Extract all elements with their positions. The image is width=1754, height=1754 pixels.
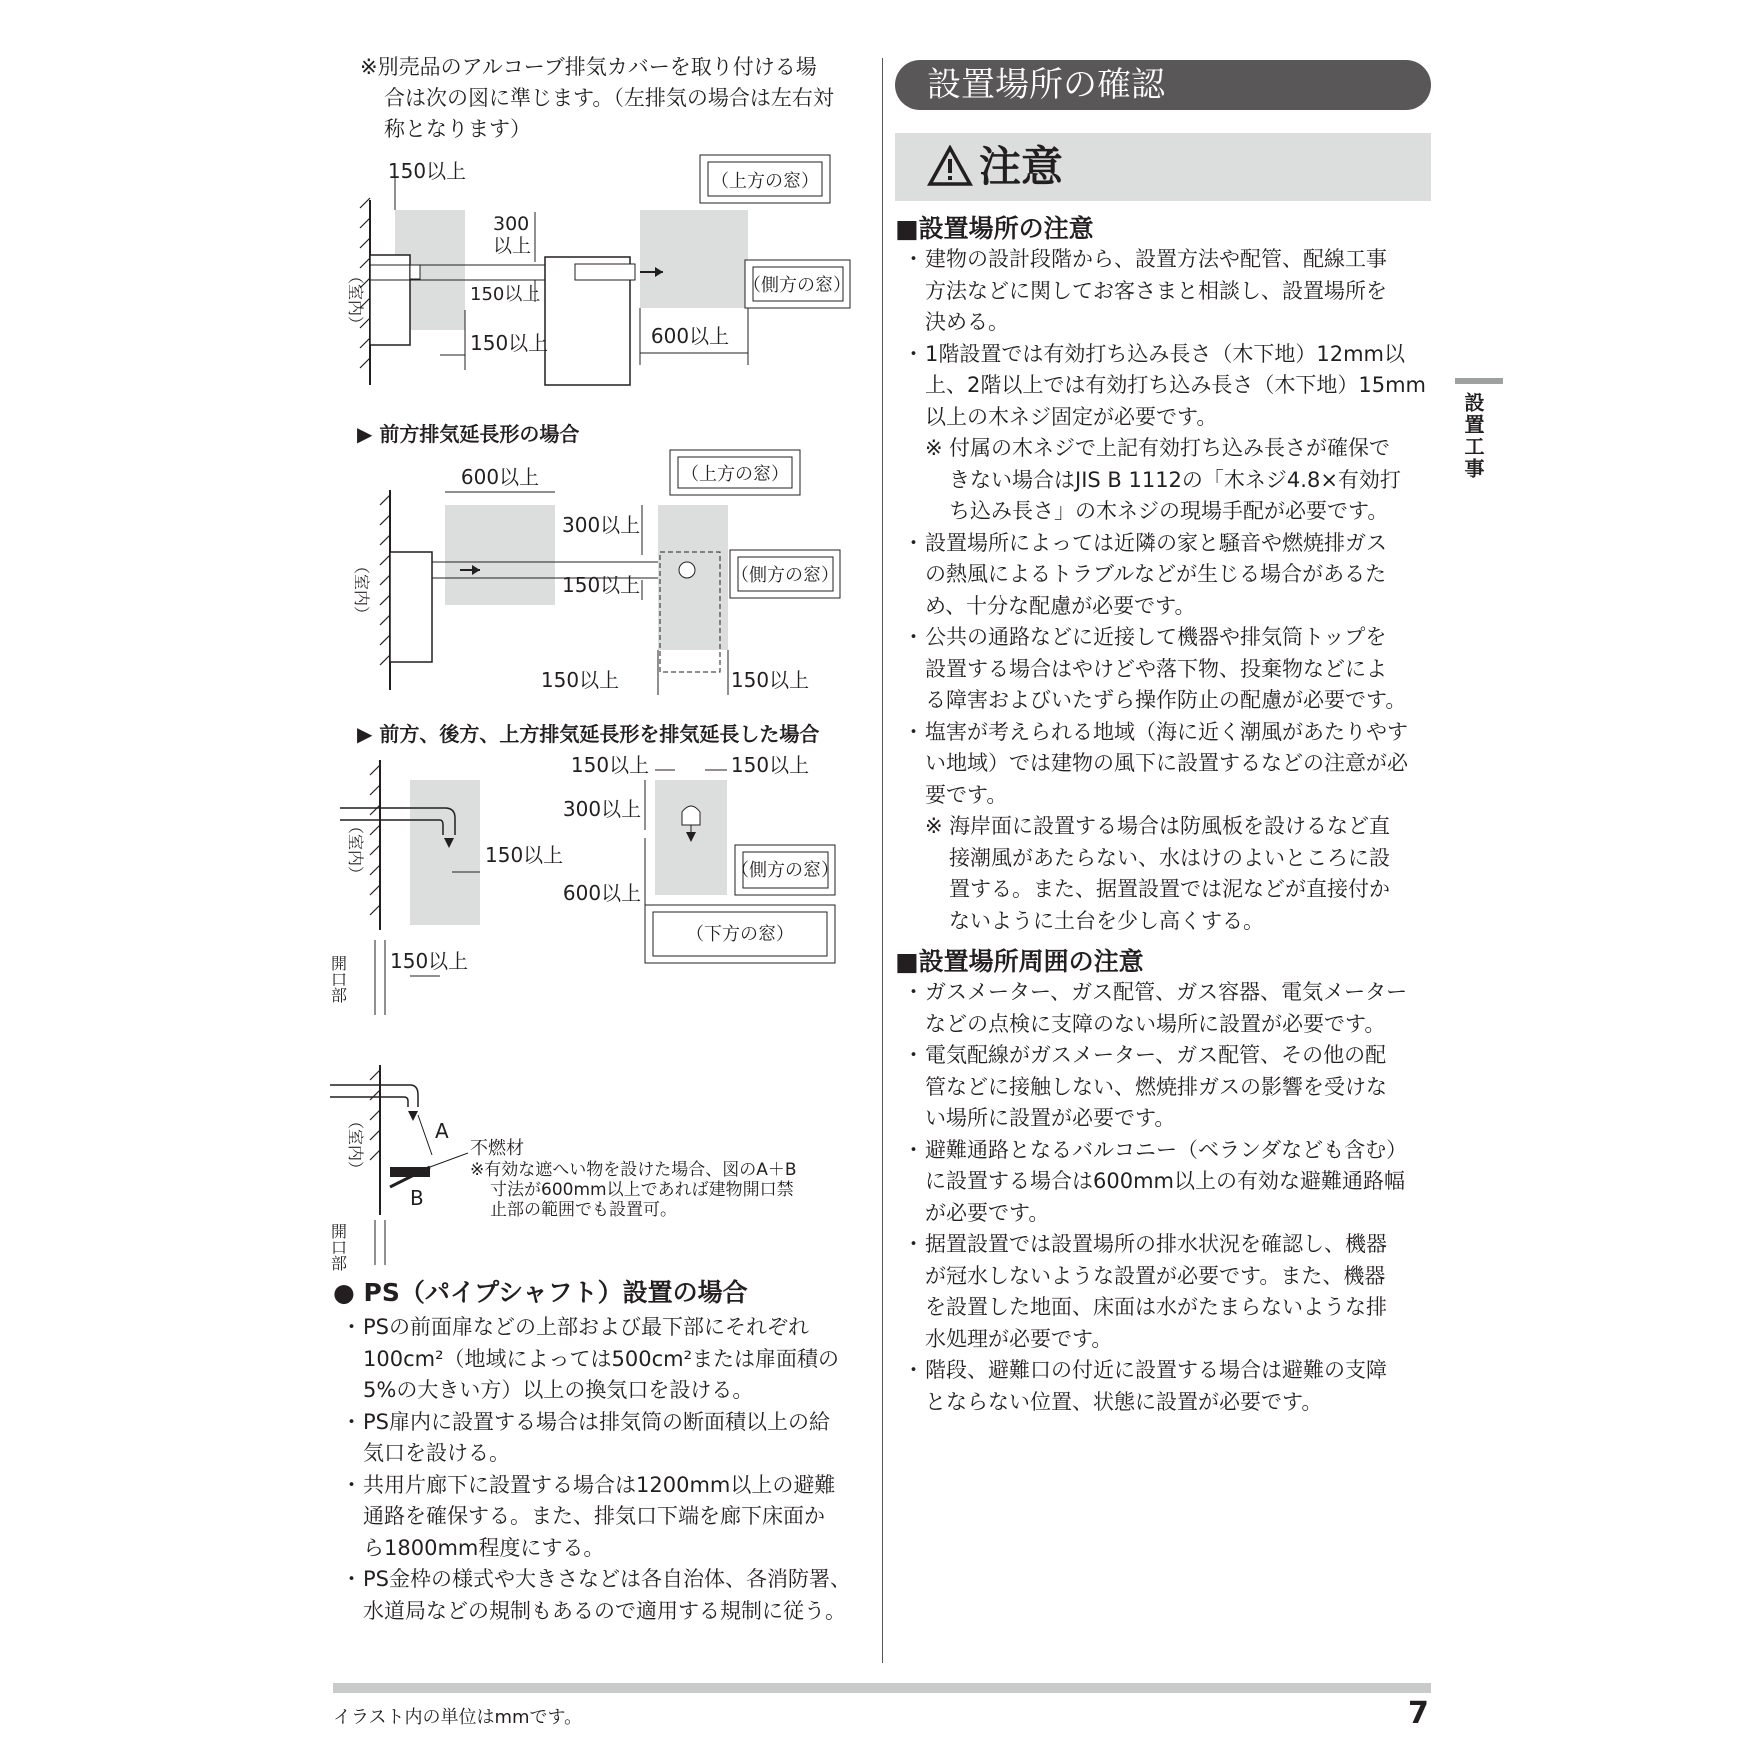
list-item (895, 717, 1435, 812)
list-item-line: を設置した地面、床面は水がたまらないような排 (925, 1295, 1387, 1319)
list-item-line: 決める。 (925, 310, 1009, 334)
list-item-line: 要です。 (925, 782, 1008, 807)
intro-note (360, 52, 870, 145)
bullet-mark: ・ (903, 1358, 924, 1382)
side-tab-label: 設置工事 (1461, 392, 1485, 480)
list-subnote-line: ち込み長さ」の木ネジの現場手配が必要です。 (949, 499, 1389, 523)
list-item-line: PSの前面扉などの上部および最下部にそれぞれ (363, 1315, 809, 1339)
intro-line: ※別売品のアルコーブ排気カバーを取り付ける場 (360, 55, 817, 79)
list-item-line: などの点検に支障のない場所に設置が必要です。 (925, 1011, 1386, 1036)
list-item-line: 方法などに関してお客さまと相談し、設置場所を (925, 278, 1387, 303)
list-item (895, 528, 1435, 623)
list-item-line: 通路を確保する。また、排気口下端を廊下床面か (363, 1504, 825, 1528)
list-item-line: 水処理が必要です。 (925, 1326, 1113, 1351)
list-item-line: が冠水しないような設置が必要です。また、機器 (925, 1263, 1386, 1288)
dimension-label: 150以上 (570, 753, 650, 777)
list-subnote-line: 海岸面に設置する場合は防風板を設けるなど直 (949, 814, 1390, 838)
bullet-mark: ・ (903, 1137, 924, 1162)
dimension-label: 150以上 (387, 159, 467, 183)
dimension-label: 150以上 (730, 753, 810, 777)
bullet-mark: ・ (903, 1232, 924, 1256)
intro-line: 合は次の図に準じます。（左排気の場合は左右対 (384, 86, 834, 110)
list-item (895, 339, 1435, 434)
window-label: （側方の窓） (731, 565, 839, 586)
footer-bar (333, 1683, 1431, 1693)
figure-caption: ▶ 前方排気延長形の場合 (357, 422, 580, 446)
list-item-line: 1階設置では有効打ち込み長さ（木下地）12mm以 (925, 341, 1405, 366)
shield-note: 寸法が600mm以上であれば建物開口禁 (490, 1180, 794, 1200)
ps-list (333, 1312, 873, 1627)
window-label: （側方の窓） (743, 275, 851, 296)
list-item-line: 気口を設ける。 (363, 1441, 510, 1465)
figure-caption: ▶ 前方、後方、上方排気延長形を排気延長した場合 (357, 722, 820, 746)
list-item-line: とならない位置、状態に設置が必要です。 (925, 1389, 1323, 1414)
opening-label: 開口部 (328, 955, 348, 1003)
dimension-label: 150以上 (470, 331, 549, 355)
dimension-label: 以上 (493, 235, 532, 257)
list-item-line: 設置する場合はやけどや落下物、投棄物などによ (925, 656, 1387, 681)
list-subnote-line: きない場合はJIS B 1112の「木ネジ4.8×有効打 (949, 467, 1401, 492)
room-label: （室内） (346, 267, 365, 333)
list-item (895, 1040, 1435, 1135)
bullet-mark: ・ (341, 1567, 362, 1591)
warning-icon (927, 145, 973, 187)
footer-note: イラスト内の単位はmmです。 (333, 1707, 583, 1728)
list-item-line: 据置設置では設置場所の排水状況を確認し、機器 (925, 1232, 1387, 1256)
list-item-line: 階段、避難口の付近に設置する場合は避難の支障 (925, 1358, 1387, 1382)
list-item-line: に設置する場合は600mm以上の有効な避難通路幅 (925, 1169, 1405, 1193)
list-item-line: 電気配線がガスメーター、ガス配管、その他の配 (925, 1043, 1387, 1067)
around-heading: ■設置場所周囲の注意 (895, 947, 1144, 976)
list-item (895, 1135, 1435, 1230)
list-item-line: 共用片廊下に設置する場合は1200mm以上の避難 (363, 1472, 836, 1497)
dimension-label: 150以上 (485, 843, 564, 867)
ps-heading: ● PS（パイプシャフト）設置の場合 (333, 1278, 748, 1307)
list-subnote-line: ないように土台を少し高くする。 (949, 908, 1264, 933)
list-item-line: 以上の木ネジ固定が必要です。 (925, 404, 1218, 429)
place-list (895, 244, 1435, 937)
section-title: 設置場所の確認 (895, 60, 1431, 110)
list-subnote: ※ 付属の木ネジで上記有効打ち込み長さが確保で きない場合はJIS B 1112の「木ネジ4.8×有効打 ち込み長さ」の木ネジの現場手配が必要です。 (895, 433, 1435, 528)
list-item (333, 1564, 873, 1627)
room-label: （室内） (352, 557, 371, 623)
caution-banner (895, 133, 1431, 201)
bullet-mark: ・ (341, 1315, 362, 1339)
caution-label: 注意 (979, 142, 1064, 191)
dimension-label: 300以上 (562, 513, 641, 537)
place-section (895, 214, 1435, 1418)
room-label: （室内） (346, 817, 365, 883)
bullet-mark: ・ (341, 1472, 362, 1497)
list-subnote: ※ 海岸面に設置する場合は防風板を設けるなど直 接潮風があたらない、水はけのよいところに設 置する。また、据置設置では泥などが直接付か ないように土台を少し高くする。 (895, 811, 1435, 937)
list-item (895, 622, 1435, 717)
material-label: 不燃材 (470, 1138, 524, 1159)
list-item-line: が必要です。 (925, 1200, 1050, 1225)
list-subnote-line: 置する。また、据置設置では泥などが直接付か (949, 877, 1390, 901)
list-item-line: 避難通路となるバルコニー（ベランダなども含む） (925, 1137, 1408, 1162)
column-divider (882, 58, 883, 1663)
dimension-label: 600以上 (562, 881, 642, 905)
around-list (895, 977, 1435, 1418)
list-item (333, 1470, 873, 1565)
list-item-line: 水道局などの規制もあるので適用する規制に従う。 (363, 1598, 846, 1623)
dimension-label: 300以上 (562, 797, 642, 821)
dimension-label: 300 (493, 213, 530, 235)
list-item (895, 1355, 1435, 1418)
dimension-label: 150以上 (562, 573, 641, 597)
label-a: A (435, 1119, 449, 1143)
label-b: B (410, 1186, 424, 1210)
list-item-line: 建物の設計段階から、設置方法や配管、配線工事 (925, 247, 1387, 271)
bullet-mark: ・ (903, 1043, 924, 1067)
list-item-line: ら1800mm程度にする。 (363, 1535, 605, 1560)
window-label: （下方の窓） (686, 924, 794, 945)
list-item-line: 100cm²（地域によっては500cm²または扉面積の (363, 1346, 840, 1371)
shield-note: 止部の範囲でも設置可。 (490, 1200, 677, 1220)
list-item-line: る障害およびいたずら操作防止の配慮が必要です。 (925, 688, 1407, 712)
list-item (333, 1312, 873, 1407)
side-tab-bar (1455, 378, 1503, 384)
window-label: （上方の窓） (681, 464, 789, 485)
list-item-line: 上、2階以上では有効打ち込み長さ（木下地）15mm (925, 373, 1426, 397)
dimension-label: 600以上 (650, 324, 730, 348)
window-label: （上方の窓） (711, 171, 819, 192)
bullet-mark: ・ (903, 719, 924, 744)
figure-extended-exhaust (330, 750, 850, 1020)
dimension-label: 600以上 (460, 465, 540, 489)
dimension-label: 150以上 (390, 949, 469, 973)
list-item-line: い場所に設置が必要です。 (925, 1106, 1176, 1130)
figure-alcove-cover (330, 150, 850, 395)
dimension-label: 150以上 (730, 668, 810, 692)
list-item-line: PS金枠の様式や大きさなどは各自治体、各消防署、 (363, 1567, 851, 1591)
window-label: （側方の窓） (731, 860, 839, 881)
list-item-line: ガスメーター、ガス配管、ガス容器、電気メーター (925, 980, 1408, 1004)
room-label: （室内） (346, 1112, 365, 1178)
list-subnote-line: 接潮風があたらない、水はけのよいところに設 (949, 845, 1390, 870)
bullet-mark: ・ (341, 1409, 362, 1434)
list-item-line: め、十分な配慮が必要です。 (925, 593, 1196, 618)
dimension-label: 150以上 (470, 284, 541, 305)
shield-note: ※有効な遮へい物を設けた場合、図のA＋B (470, 1160, 797, 1180)
bullet-mark: ・ (903, 980, 924, 1004)
list-item-line: 設置場所によっては近隣の家と騒音や燃焼排ガス (925, 530, 1387, 555)
list-item-line: 公共の通路などに近接して機器や排気筒トップを (925, 625, 1387, 649)
list-item-line: 塩害が考えられる地域（海に近く潮風があたりやす (925, 719, 1408, 744)
bullet-mark: ・ (903, 530, 924, 555)
list-item-line: い地域）では建物の風下に設置するなどの注意が必 (925, 751, 1408, 775)
bullet-mark: ・ (903, 247, 924, 271)
list-item-line: PS扉内に設置する場合は排気筒の断面積以上の給 (363, 1409, 830, 1434)
figure-shield (330, 1055, 850, 1270)
list-item (895, 977, 1435, 1040)
list-item (895, 244, 1435, 339)
list-item (895, 1229, 1435, 1355)
figure-front-exhaust (330, 450, 850, 700)
dimension-label: 150以上 (540, 668, 620, 692)
list-item-line: 管などに接触しない、燃焼排ガスの影響を受けな (925, 1074, 1387, 1099)
bullet-mark: ・ (903, 625, 924, 649)
page-number: 7 (1408, 1696, 1429, 1731)
place-heading: ■設置場所の注意 (895, 214, 1094, 243)
list-item (333, 1407, 873, 1470)
ps-section (333, 1278, 873, 1627)
bullet-mark: ・ (903, 341, 924, 366)
list-item-line: 5%の大きい方）以上の換気口を設ける。 (363, 1378, 754, 1402)
list-item-line: の熱風によるトラブルなどが生じる場合があるた (925, 562, 1387, 586)
intro-line: 称となります） (384, 117, 531, 141)
list-subnote-line: 付属の木ネジで上記有効打ち込み長さが確保で (949, 436, 1390, 460)
opening-label: 開口部 (328, 1223, 348, 1271)
